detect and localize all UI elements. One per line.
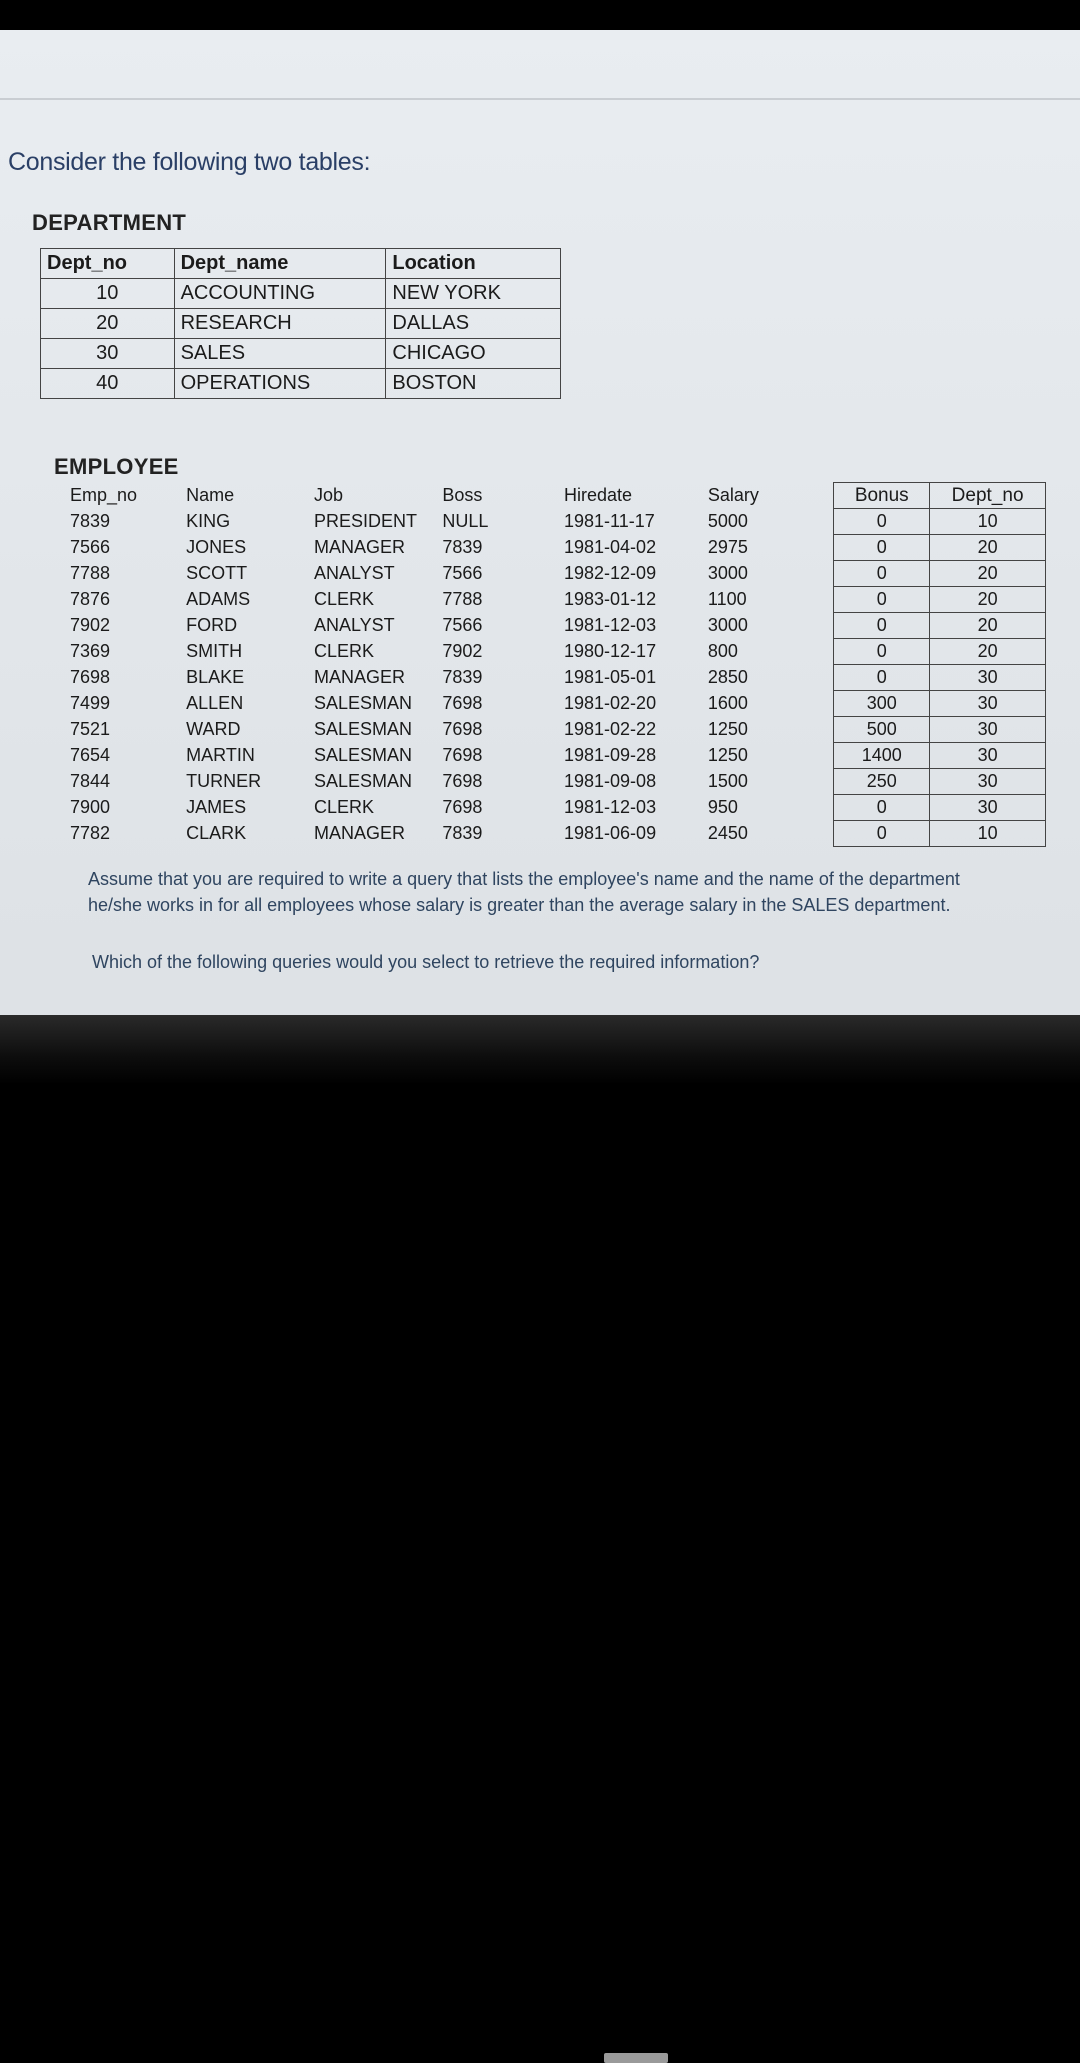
table-cell: 7654 [70,745,111,765]
table-cell: 7839 [442,823,483,843]
table-cell: 7369 [70,641,111,661]
table-cell: JAMES [186,797,247,817]
column-header: Boss [442,485,483,505]
table-cell: 1981-02-22 [564,719,657,739]
table-cell: 3000 [707,615,748,635]
table-cell: 1100 [707,589,747,609]
table-cell: 7839 [70,511,111,531]
table-cell: ACCOUNTING [174,279,386,309]
table-cell: 300 [834,691,930,717]
column-header: Dept_no [930,483,1046,509]
table-row [66,821,1046,847]
table-cell: RESEARCH [174,309,386,339]
table-cell: 7902 [70,615,111,635]
table-cell: 7698 [442,771,483,791]
table-cell: 7698 [442,693,483,713]
table-cell: SALESMAN [313,745,412,765]
table-cell: 1600 [707,693,748,713]
table-row [66,743,1046,769]
table-cell: BLAKE [186,667,245,687]
table-cell: 1500 [707,771,748,791]
table-cell: 1981-12-03 [564,797,657,817]
table-cell: 5000 [707,511,748,531]
table-cell: 7698 [442,797,483,817]
table-cell: SALES [174,339,386,369]
table-row [41,309,561,339]
table-cell: 3000 [707,563,748,583]
table-cell: SALESMAN [313,771,412,791]
department-table [40,248,561,399]
table-cell: NULL [442,511,489,531]
table-cell: FORD [186,615,238,635]
table-cell: BOSTON [386,369,561,399]
table-row [66,691,1046,717]
table-cell: 1250 [707,745,748,765]
table-cell: 7698 [442,745,483,765]
table-cell: 7788 [70,563,111,583]
table-cell: 1981-06-09 [564,823,657,843]
table-cell: ANALYST [313,615,395,635]
table-cell: MANAGER [313,667,405,687]
table-cell: 7566 [442,563,483,583]
table-cell: 1981-09-08 [564,771,657,791]
table-cell: 1981-09-28 [564,745,657,765]
column-header: Dept_name [174,249,386,279]
table-cell: 0 [834,821,930,847]
table-cell: 20 [930,639,1046,665]
question-heading: Consider the following two tables: [8,148,371,176]
department-table-title: DEPARTMENT [32,210,187,235]
table-cell: OPERATIONS [174,369,386,399]
table-cell: 0 [834,587,930,613]
table-cell: 950 [707,797,738,817]
table-cell: CLERK [313,589,374,609]
table-cell: 0 [834,795,930,821]
table-cell: 30 [930,743,1046,769]
table-cell: 7698 [70,667,111,687]
table-row [66,639,1046,665]
monitor-logo [604,2053,668,2063]
table-cell: 1981-05-01 [564,667,657,687]
table-cell: 10 [930,509,1046,535]
monitor-bezel [0,1015,1080,1085]
column-header: Bonus [834,483,930,509]
table-cell: CHICAGO [386,339,561,369]
table-cell: MANAGER [313,537,405,557]
table-cell: 0 [834,535,930,561]
table-cell: 1981-11-17 [564,511,655,531]
table-cell: 10 [41,279,175,309]
table-cell: 20 [930,613,1046,639]
table-cell: 0 [834,665,930,691]
employee-table-title: EMPLOYEE [54,454,179,479]
monitor-screen [0,30,1080,1055]
table-cell: 1982-12-09 [564,563,657,583]
table-cell: 1981-12-03 [564,615,657,635]
table-row [41,369,561,399]
table-cell: 7844 [70,771,111,791]
table-cell: 30 [930,665,1046,691]
table-cell: 7499 [70,693,111,713]
column-header: Job [313,485,343,505]
table-cell: 7839 [442,537,483,557]
table-row [66,769,1046,795]
table-row [66,613,1046,639]
table-cell: 0 [834,509,930,535]
table-cell: 2450 [707,823,748,843]
question-prompt: Which of the following queries would you select to retrieve the required information? [92,952,760,972]
table-header-row [41,249,561,279]
column-header: Emp_no [70,485,138,505]
table-cell: 7566 [442,615,483,635]
table-cell: SCOTT [186,563,248,583]
table-cell: 30 [930,717,1046,743]
table-cell: 40 [41,369,175,399]
table-cell: CLERK [313,797,374,817]
table-cell: TURNER [186,771,262,791]
employee-table [66,482,1046,847]
table-cell: DALLAS [386,309,561,339]
table-cell: 7782 [70,823,111,843]
table-cell: 1983-01-12 [564,589,657,609]
table-cell: 7900 [70,797,111,817]
table-cell: 0 [834,639,930,665]
table-cell: 1250 [707,719,748,739]
table-cell: ALLEN [186,693,244,713]
table-cell: 7788 [442,589,483,609]
column-header: Hiredate [564,485,633,505]
table-cell: 1981-04-02 [564,537,657,557]
table-cell: 0 [834,613,930,639]
table-cell: 2850 [707,667,748,687]
table-cell: 1400 [834,743,930,769]
table-cell: 20 [41,309,175,339]
table-cell: 20 [930,587,1046,613]
table-row [66,561,1046,587]
table-cell: PRESIDENT [313,511,417,531]
table-row [66,587,1046,613]
table-cell: 20 [930,561,1046,587]
table-row [66,665,1046,691]
table-cell: SALESMAN [313,719,412,739]
table-row [66,509,1046,535]
table-cell: 7521 [70,719,111,739]
table-cell: 20 [930,535,1046,561]
column-header: Name [186,485,235,505]
column-header: Location [386,249,561,279]
table-cell: 30 [41,339,175,369]
table-header-row [66,483,1046,509]
table-cell: 7902 [442,641,483,661]
question-paragraph: Assume that you are required to write a query that lists the employee's name and the name of the department he/she works in for all employees whose salary is greater than the average salary in the SALES department. [88,869,960,915]
table-cell: 1981-02-20 [564,693,657,713]
table-cell: 30 [930,691,1046,717]
table-cell: 7839 [442,667,483,687]
column-header: Salary [707,485,759,505]
table-cell: 250 [834,769,930,795]
table-cell: ANALYST [313,563,395,583]
table-cell: 7876 [70,589,111,609]
table-cell: NEW YORK [386,279,561,309]
table-cell: 500 [834,717,930,743]
table-cell: 7698 [442,719,483,739]
table-cell: MARTIN [186,745,255,765]
table-cell: KING [186,511,231,531]
column-header: Dept_no [41,249,175,279]
table-cell: 30 [930,769,1046,795]
table-cell: SALESMAN [313,693,412,713]
table-cell: 0 [834,561,930,587]
table-row [66,795,1046,821]
table-row [66,535,1046,561]
table-cell: 2975 [707,537,748,557]
table-cell: CLERK [313,641,374,661]
table-cell: 7566 [70,537,111,557]
table-cell: 30 [930,795,1046,821]
table-cell: 10 [930,821,1046,847]
table-cell: CLARK [186,823,247,843]
table-cell: WARD [186,719,241,739]
divider [0,98,1080,100]
table-cell: JONES [186,537,247,557]
table-cell: MANAGER [313,823,405,843]
table-row [66,717,1046,743]
table-row [41,279,561,309]
table-cell: ADAMS [186,589,251,609]
table-cell: 1980-12-17 [564,641,657,661]
table-cell: SMITH [186,641,243,661]
table-cell: 800 [707,641,738,661]
table-row [41,339,561,369]
